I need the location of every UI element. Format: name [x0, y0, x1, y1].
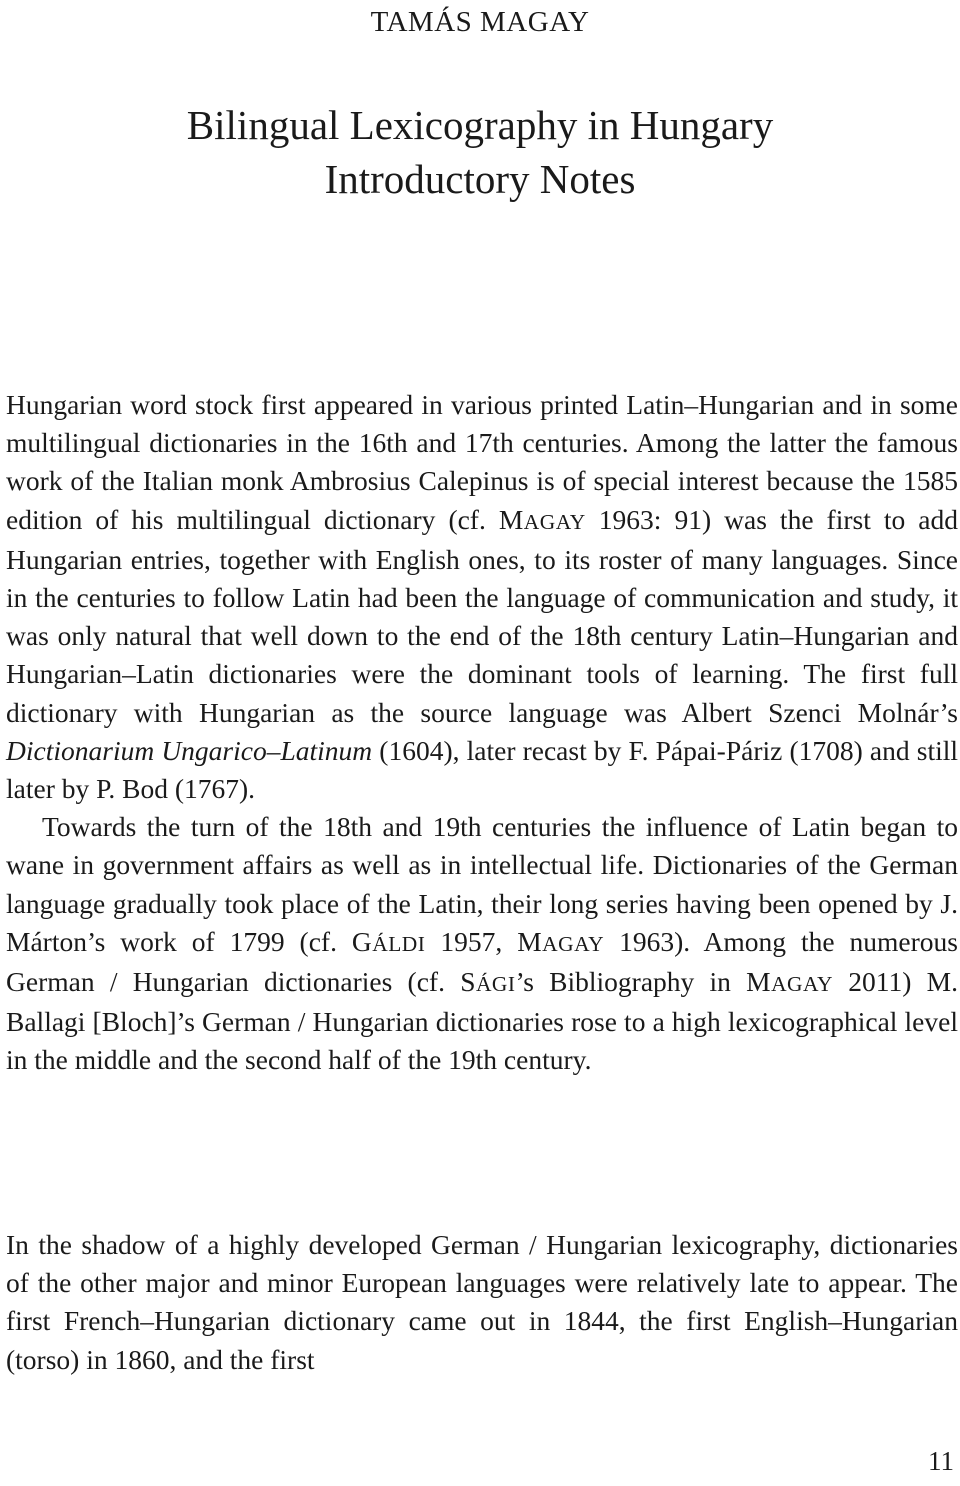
citation-magay-2011: MAGAY: [746, 967, 834, 998]
paragraph-1: [6, 386, 958, 808]
citation-sagi: SÁGI: [460, 967, 516, 998]
paragraph-2-text-b: 1957,: [425, 925, 518, 957]
dictionary-title-italic: Dictionarium Ungarico–Latinum: [6, 734, 373, 766]
paragraph-2-text-c: 1963). Among the numerous German / Hungarian dictionaries (cf.: [6, 925, 959, 998]
paragraph-2: [6, 808, 958, 1079]
paragraph-3: In the shadow of a highly developed German / Hungarian lexicography, dictionaries of the other major and minor European languages were relatively late to appear. The first French–Hungarian dictionary came out in 1844, the first English–Hungarian (torso) in 1860, and the first: [6, 1229, 958, 1375]
body-text-upper: [6, 386, 958, 1080]
citation-galdi-1957: GÁLDI: [351, 926, 426, 957]
paragraph-2-text-e: 2011) M. Ballagi [Bloch]’s German / Hungarian dictionaries rose to a high lexicographical level in the middle and the second half of the 19th century.: [6, 966, 958, 1076]
paragraph-1-text-a: Hungarian word stock first appeared in various printed Latin–Hungarian and in some multilingual dictionaries in the 16th and 17th centuries. Among the latter the famous work of the Italian monk Ambrosius Calepinus is of special interest because the 1585 edition of his multilingual dictionary (cf.: [6, 389, 958, 535]
article-title: [0, 98, 960, 206]
title-line-1: Bilingual Lexicography in Hungary: [186, 102, 774, 148]
paragraph-1-text-b: 1963: 91) was the first to add Hungarian entries, together with English ones, to its roster of many languages. Since in the centuries to follow Latin had been the language of communication and study, it was only natural that well down to the end of the 18th century Latin–Hungarian and Hungarian–Latin dictionaries were the dominant tools of learning. The first full dictionary with Hungarian as the source language was Albert Szenci Molnár’s: [6, 503, 958, 728]
citation-magay-1963: MAGAY: [498, 504, 586, 535]
paragraph-2-text-d: ’s Bibliography in: [515, 966, 747, 998]
body-text-lower: [6, 1226, 958, 1379]
page-number: 11: [928, 1446, 954, 1476]
citation-magay-1963-b: MAGAY: [517, 926, 605, 957]
paragraph-1-text-c: (1604), later recast by F. Pápai-Páriz (1708) and still later by P. Bod (1767).: [6, 734, 959, 805]
title-line-2: Introductory Notes: [324, 156, 636, 202]
running-header-author: TAMÁS MAGAY: [370, 6, 590, 38]
paragraph-2-text-a: Towards the turn of the 18th and 19th centuries the influence of Latin began to wane in government affairs as well as in intellectual life. Dictionaries of the German language gradually took place of the Latin, their long series having been opened by J. Márton’s work of 1799 (cf.: [6, 811, 958, 957]
